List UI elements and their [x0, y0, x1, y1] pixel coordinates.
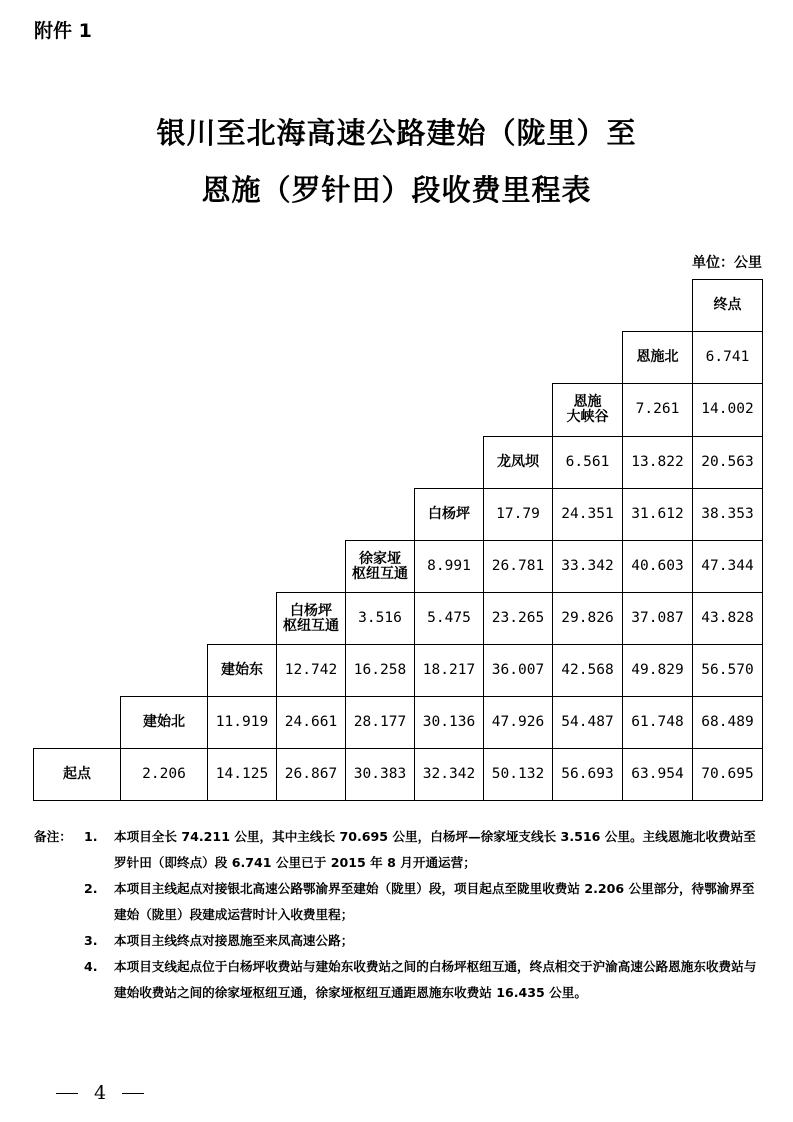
distance-cell: 50.132 [483, 748, 553, 801]
distance-cell: 13.822 [622, 436, 693, 489]
distance-cell: 30.383 [345, 748, 415, 801]
station-label-cell [120, 696, 208, 749]
station-label-cell [276, 592, 346, 645]
station-label-cell [33, 748, 121, 801]
distance-cell: 16.258 [345, 644, 415, 697]
unit-label: 单位：公里 [692, 255, 762, 271]
distance-cell: 17.79 [483, 488, 553, 541]
station-label: 白杨坪 [428, 506, 470, 523]
distance-cell: 47.344 [692, 540, 763, 593]
distance-cell: 37.087 [622, 592, 693, 645]
note-item [34, 928, 764, 954]
station-label-cell [622, 331, 693, 384]
distance-cell: 11.919 [207, 696, 277, 749]
note-number: 1. [84, 829, 98, 844]
station-label-cell [414, 488, 484, 541]
distance-cell: 14.125 [207, 748, 277, 801]
station-label: 白杨坪 [290, 602, 332, 619]
distance-cell: 63.954 [622, 748, 693, 801]
station-label: 终点 [713, 297, 742, 314]
distance-cell: 6.561 [552, 436, 623, 489]
station-label: 大峡谷 [566, 409, 609, 425]
station-label: 恩施北 [636, 349, 679, 366]
note-text: 本项目主线起点对接银北高速公路鄂渝界至建始（陇里）段，项目起点至陇里收费站 2.206 公里部分，待鄂渝界至建始（陇里）段建成运营时计入收费里程； [114, 881, 755, 922]
station-label-cell [345, 540, 415, 593]
station-label-cell [552, 383, 623, 437]
station-label: 枢纽互通 [283, 617, 339, 634]
note-number: 2. [84, 881, 98, 896]
page-title-line2: 恩施（罗针田）段收费里程表 [201, 173, 592, 207]
station-label: 徐家垭 [359, 550, 401, 567]
distance-cell: 33.342 [552, 540, 623, 593]
distance-cell: 8.991 [414, 540, 484, 593]
distance-cell: 31.612 [622, 488, 693, 541]
distance-cell: 24.661 [276, 696, 346, 749]
distance-cell: 24.351 [552, 488, 623, 541]
footer-dash-left [56, 1093, 78, 1094]
distance-cell: 40.603 [622, 540, 693, 593]
distance-cell: 42.568 [552, 644, 623, 697]
distance-cell: 20.563 [692, 436, 763, 489]
station-label: 起点 [63, 766, 91, 783]
notes-section [34, 824, 764, 1006]
attachment-label: 附件 1 [34, 20, 92, 42]
distance-cell: 54.487 [552, 696, 623, 749]
distance-cell: 12.742 [276, 644, 346, 697]
note-number: 4. [84, 959, 98, 974]
distance-cell: 36.007 [483, 644, 553, 697]
page-title-line1: 银川至北海高速公路建始（陇里）至 [156, 116, 637, 150]
distance-cell: 61.748 [622, 696, 693, 749]
distance-cell: 32.342 [414, 748, 484, 801]
distance-cell: 7.261 [622, 383, 693, 437]
note-item [34, 824, 764, 876]
distance-cell: 56.570 [692, 644, 763, 697]
distance-cell: 43.828 [692, 592, 763, 645]
notes-lead: 备注： [34, 829, 72, 844]
station-label-cell [207, 644, 277, 697]
note-text: 本项目主线终点对接恩施至来凤高速公路； [114, 933, 354, 948]
distance-cell: 2.206 [120, 748, 208, 801]
station-label: 龙凤坝 [497, 454, 539, 471]
distance-cell: 6.741 [692, 331, 763, 384]
note-text: 本项目全长 74.211 公里，其中主线长 70.695 公里，白杨坪—徐家垭支线长 3.516 公里。主线恩施北收费站至罗针田（即终点）段 6.741 公里已于 2015 年 8 月开通运营； [114, 829, 756, 870]
page-footer [56, 1082, 144, 1104]
distance-cell: 56.693 [552, 748, 623, 801]
distance-cell: 14.002 [692, 383, 763, 437]
distance-cell: 3.516 [345, 592, 415, 645]
note-text: 本项目支线起点位于白杨坪收费站与建始东收费站之间的白杨坪枢纽互通，终点相交于沪渝高速公路恩施东收费站与建始收费站之间的徐家垭枢纽互通，徐家垭枢纽互通距恩施东收费站 16.435 公里。 [114, 959, 757, 1000]
distance-cell: 38.353 [692, 488, 763, 541]
page-number: 4 [94, 1082, 107, 1104]
distance-cell: 28.177 [345, 696, 415, 749]
station-label: 枢纽互通 [352, 565, 408, 582]
note-item [34, 954, 764, 1006]
distance-cell: 30.136 [414, 696, 484, 749]
station-label: 恩施 [573, 394, 602, 411]
distance-cell: 47.926 [483, 696, 553, 749]
station-label: 建始东 [221, 662, 263, 679]
distance-cell: 5.475 [414, 592, 484, 645]
distance-cell: 18.217 [414, 644, 484, 697]
station-label: 建始北 [143, 714, 185, 731]
station-label-cell [483, 436, 553, 489]
distance-cell: 26.867 [276, 748, 346, 801]
distance-cell: 26.781 [483, 540, 553, 593]
distance-cell: 68.489 [692, 696, 763, 749]
distance-cell: 29.826 [552, 592, 623, 645]
distance-cell: 49.829 [622, 644, 693, 697]
footer-dash-right [122, 1093, 144, 1094]
note-item [34, 876, 764, 928]
station-label-cell [692, 279, 763, 332]
distance-cell: 23.265 [483, 592, 553, 645]
distance-cell: 70.695 [692, 748, 763, 801]
note-number: 3. [84, 933, 98, 948]
